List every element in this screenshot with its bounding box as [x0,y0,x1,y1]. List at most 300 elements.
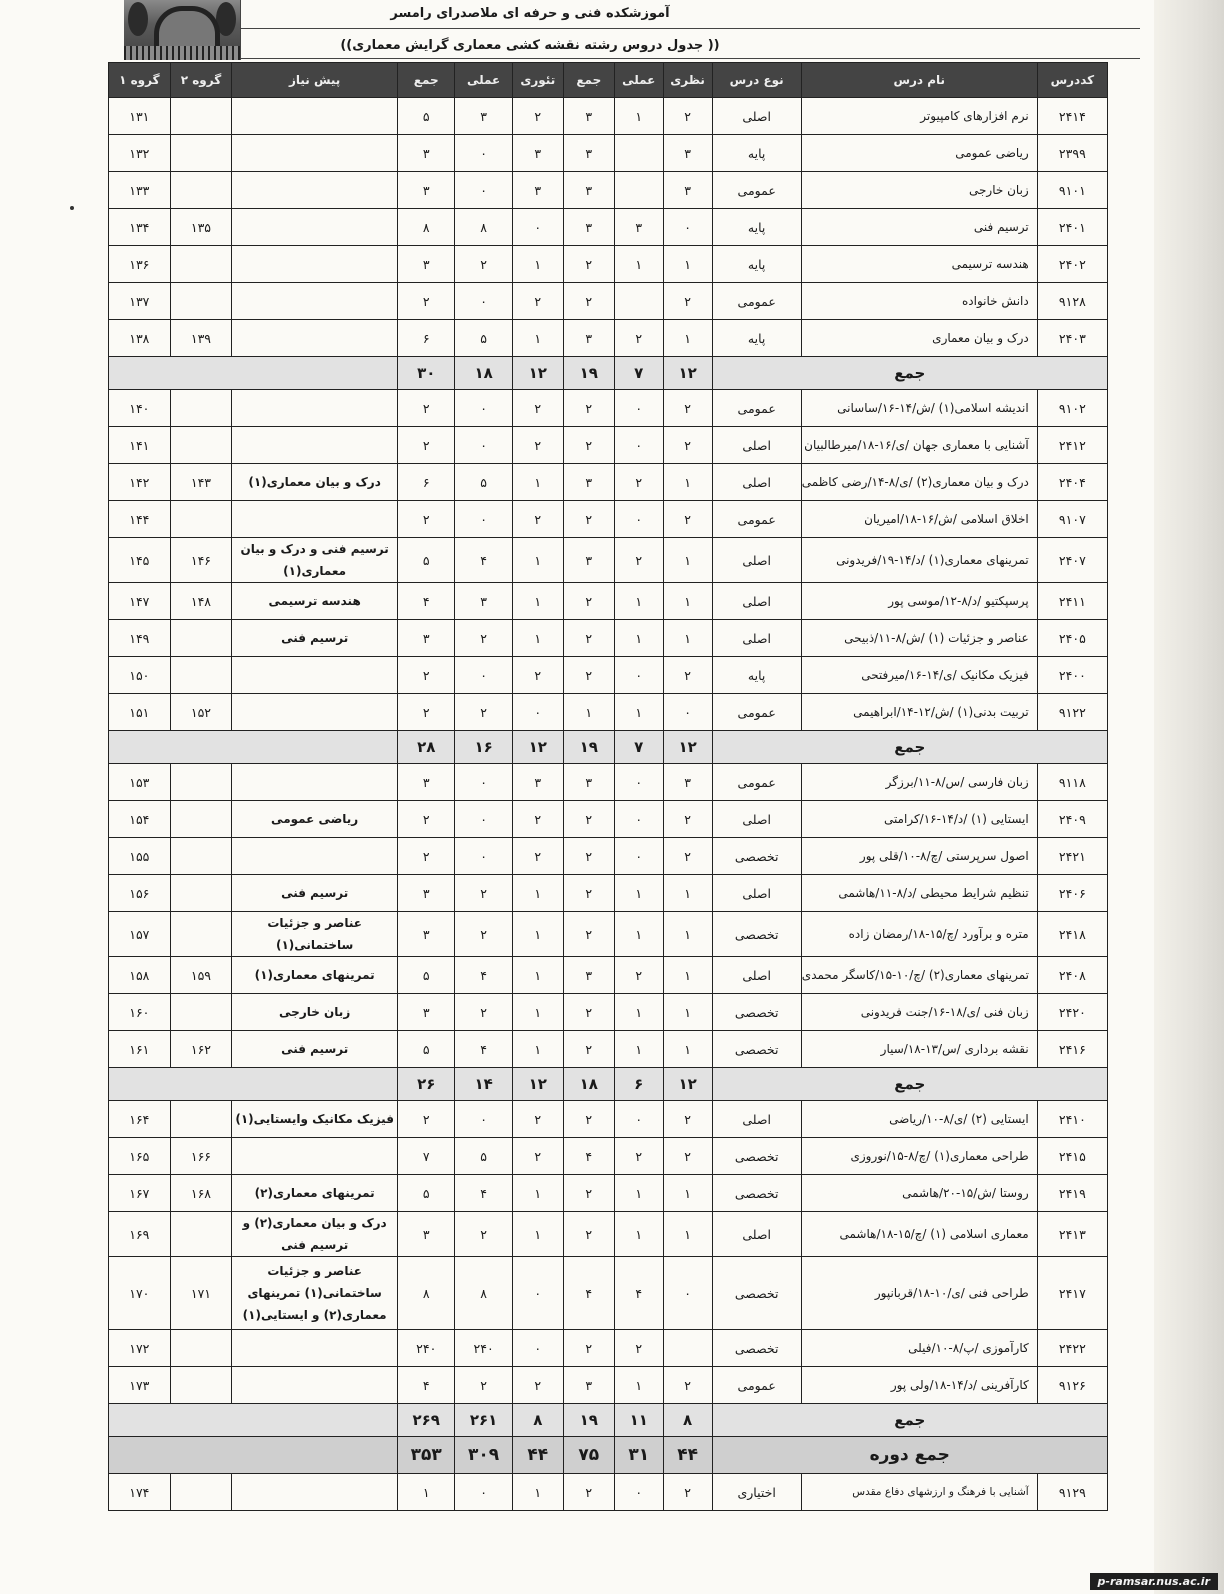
type-cell: اختیاری [712,1474,801,1511]
group1-cell: ۱۷۴ [109,1474,171,1511]
group2-cell [170,246,232,283]
theory-hours-cell: ۱ [512,1031,563,1068]
theory-hours-cell: ۳ [512,172,563,209]
group2-cell: ۱۴۳ [170,464,232,501]
theory-units-cell: ۱ [663,620,712,657]
course-row [109,1138,1108,1175]
group1-cell: ۱۳۶ [109,246,171,283]
group2-cell [170,501,232,538]
group2-cell: ۱۵۲ [170,694,232,731]
course-name-cell: عناصر و جزئیات (۱) /ش/۸-۱۱/ذبیحی [801,620,1037,657]
practical-units-cell: ۰ [614,764,663,801]
practical-hours-cell: ۴ [455,1031,512,1068]
total-cell: ۷ [398,1138,455,1175]
practical-hours-cell: ۲ [455,912,512,957]
header-rule [240,28,1140,29]
course-total-row [109,1437,1108,1474]
scan-speck [70,206,74,210]
course-code-cell: ۲۴۰۵ [1037,620,1107,657]
sum-practical-hours: ۲۶۱ [455,1404,512,1437]
course-name-cell: ریاضی عمومی [801,135,1037,172]
sum-units-cell: ۲ [563,1031,614,1068]
course-row [109,1367,1108,1404]
theory-hours-cell: ۳ [512,135,563,172]
practical-units-cell: ۱ [614,246,663,283]
prereq-cell: ریاضی عمومی [232,801,398,838]
course-code-cell: ۲۴۱۶ [1037,1031,1107,1068]
prereq-cell [232,764,398,801]
type-cell: تخصصی [712,912,801,957]
prereq-cell: تمرینهای معماری(۱) [232,957,398,994]
prereq-cell: عناصر و جزئیات ساختمانی(۱) [232,912,398,957]
practical-hours-cell: ۲ [455,620,512,657]
theory-hours-cell: ۲ [512,657,563,694]
course-code-cell: ۲۴۰۲ [1037,246,1107,283]
group1-cell: ۱۳۳ [109,172,171,209]
group1-cell: ۱۴۲ [109,464,171,501]
fence [124,46,240,60]
type-cell: عمومی [712,764,801,801]
theory-units-cell: ۱ [663,1212,712,1257]
sum-units-cell: ۲ [563,620,614,657]
semester-sum-row [109,1404,1108,1437]
prereq-cell: عناصر و جزئیات ساختمانی(۱) تمرینهای معماری(۲) و ایستایی(۱) [232,1257,398,1330]
practical-hours-cell: ۲ [455,694,512,731]
course-code-cell: ۹۱۲۸ [1037,283,1107,320]
theory-hours-cell: ۱ [512,994,563,1031]
group1-cell: ۱۶۹ [109,1212,171,1257]
course-row [109,1101,1108,1138]
group1-cell: ۱۶۵ [109,1138,171,1175]
group2-cell: ۱۴۸ [170,583,232,620]
practical-units-cell: ۰ [614,501,663,538]
sum-units-cell: ۲ [563,838,614,875]
theory-units-cell: ۲ [663,801,712,838]
course-row [109,1212,1108,1257]
grand-total: ۳۵۳ [398,1437,455,1474]
course-row [109,135,1108,172]
semester-sum-row [109,357,1108,390]
sum-units-cell: ۲ [563,912,614,957]
theory-units-cell: ۱ [663,875,712,912]
sum-units-cell: ۳ [563,1367,614,1404]
sum-practical-units: ۷ [614,357,663,390]
sum-blank [109,1068,398,1101]
sum-units-cell: ۴ [563,1138,614,1175]
sum-units-cell: ۳ [563,957,614,994]
practical-hours-cell: ۴ [455,1175,512,1212]
theory-units-cell: ۱ [663,1175,712,1212]
course-name-cell: معماری اسلامی (۱) /چ/۱۵-۱۸/هاشمی [801,1212,1037,1257]
prereq-cell [232,390,398,427]
group1-cell: ۱۵۳ [109,764,171,801]
type-cell: اصلی [712,98,801,135]
practical-hours-cell: ۰ [455,1101,512,1138]
group2-cell [170,657,232,694]
total-cell: ۳ [398,912,455,957]
total-cell: ۵ [398,1175,455,1212]
group1-cell: ۱۴۴ [109,501,171,538]
practical-units-cell [614,172,663,209]
sum-units: ۱۹ [563,731,614,764]
type-cell: اصلی [712,620,801,657]
course-code-cell: ۲۴۰۴ [1037,464,1107,501]
sum-total: ۲۸ [398,731,455,764]
group1-cell: ۱۶۴ [109,1101,171,1138]
col-practical-units: عملی [614,63,663,98]
course-row [109,464,1108,501]
group2-cell [170,283,232,320]
theory-hours-cell: ۱ [512,957,563,994]
group2-cell: ۱۶۸ [170,1175,232,1212]
practical-hours-cell: ۳ [455,98,512,135]
semester-sum-row [109,731,1108,764]
theory-hours-cell: ۱ [512,538,563,583]
course-name-cell: درک و بیان معماری [801,320,1037,357]
total-cell: ۲ [398,801,455,838]
theory-units-cell: ۲ [663,657,712,694]
practical-hours-cell: ۰ [455,764,512,801]
sum-total: ۳۰ [398,357,455,390]
type-cell: پایه [712,320,801,357]
total-cell: ۶ [398,464,455,501]
course-row [109,694,1108,731]
theory-units-cell: ۳ [663,135,712,172]
theory-hours-cell: ۱ [512,875,563,912]
course-name-cell: اصول سرپرستی /چ/۸-۱۰/قلی پور [801,838,1037,875]
group1-cell: ۱۴۷ [109,583,171,620]
total-blank [109,1437,398,1474]
theory-units-cell: ۱ [663,994,712,1031]
sum-units-cell: ۳ [563,98,614,135]
practical-units-cell: ۲ [614,957,663,994]
theory-hours-cell: ۲ [512,283,563,320]
course-name-cell: آشنایی با معماری جهان /ی/۱۶-۱۸/میرطالبیان [801,427,1037,464]
course-row [109,172,1108,209]
practical-hours-cell: ۰ [455,501,512,538]
theory-units-cell: ۲ [663,1474,712,1511]
practical-units-cell: ۰ [614,427,663,464]
prereq-cell [232,657,398,694]
practical-hours-cell: ۲۴۰ [455,1330,512,1367]
group2-cell: ۱۷۱ [170,1257,232,1330]
group1-cell: ۱۳۷ [109,283,171,320]
practical-units-cell [614,135,663,172]
sum-units-cell: ۳ [563,464,614,501]
group2-cell: ۱۳۵ [170,209,232,246]
sum-units-cell: ۲ [563,427,614,464]
group1-cell: ۱۶۷ [109,1175,171,1212]
practical-units-cell: ۲ [614,464,663,501]
sum-theory-hours: ۱۲ [512,357,563,390]
practical-units-cell: ۴ [614,1257,663,1330]
group2-cell [170,994,232,1031]
total-cell: ۸ [398,1257,455,1330]
site-url[interactable]: p-ramsar.nus.ac.ir [1090,1573,1218,1590]
sum-units: ۱۹ [563,357,614,390]
theory-hours-cell: ۲ [512,1138,563,1175]
col-theory-hours: تئوری [512,63,563,98]
sum-theory-hours: ۱۲ [512,1068,563,1101]
course-name-cell: کارآموزی /پ/۸-۱۰/فیلی [801,1330,1037,1367]
course-code-cell: ۹۱۰۷ [1037,501,1107,538]
sum-practical-hours: ۱۴ [455,1068,512,1101]
prereq-cell [232,98,398,135]
prereq-cell: ترسیم فنی و درک و بیان معماری(۱) [232,538,398,583]
theory-units-cell: ۱ [663,1031,712,1068]
theory-units-cell: ۱ [663,957,712,994]
group1-cell: ۱۵۰ [109,657,171,694]
prereq-cell: درک و بیان معماری(۲) و ترسیم فنی [232,1212,398,1257]
group2-cell: ۱۳۹ [170,320,232,357]
type-cell: پایه [712,657,801,694]
practical-units-cell: ۱ [614,994,663,1031]
practical-hours-cell: ۴ [455,957,512,994]
sum-practical-hours: ۱۸ [455,357,512,390]
sum-units-cell: ۳ [563,209,614,246]
group2-cell [170,427,232,464]
practical-hours-cell: ۰ [455,390,512,427]
group1-cell: ۱۳۸ [109,320,171,357]
group2-cell [170,172,232,209]
practical-hours-cell: ۲ [455,246,512,283]
group1-cell: ۱۳۲ [109,135,171,172]
total-cell: ۵ [398,1031,455,1068]
course-code-cell: ۲۴۰۰ [1037,657,1107,694]
practical-hours-cell: ۰ [455,135,512,172]
sum-units-cell: ۲ [563,501,614,538]
group2-cell [170,1212,232,1257]
prereq-cell: ترسیم فنی [232,875,398,912]
theory-hours-cell: ۲ [512,801,563,838]
sum-units-cell: ۳ [563,538,614,583]
total-cell: ۶ [398,320,455,357]
sum-units-cell: ۴ [563,1257,614,1330]
practical-units-cell: ۲ [614,538,663,583]
course-row [109,1175,1108,1212]
practical-units-cell: ۱ [614,1367,663,1404]
prereq-cell [232,694,398,731]
group2-cell [170,1101,232,1138]
sum-blank [109,1404,398,1437]
total-cell: ۵ [398,98,455,135]
course-name-cell: تمرینهای معماری(۱) /د/۱۴-۱۹/فریدونی [801,538,1037,583]
sum-units-cell: ۲ [563,1330,614,1367]
course-row [109,801,1108,838]
sum-label: جمع [712,1404,1107,1437]
group1-cell: ۱۵۷ [109,912,171,957]
course-row [109,427,1108,464]
total-cell: ۳ [398,875,455,912]
course-name-cell: اخلاق اسلامی /ش/۱۶-۱۸/امیریان [801,501,1037,538]
theory-hours-cell: ۰ [512,209,563,246]
course-name-cell: ایستایی (۲) /ی/۸-۱۰/ریاضی [801,1101,1037,1138]
theory-units-cell: ۲ [663,838,712,875]
sum-units-cell: ۲ [563,390,614,427]
practical-units-cell: ۰ [614,801,663,838]
course-code-cell: ۲۴۱۴ [1037,98,1107,135]
group1-cell: ۱۶۰ [109,994,171,1031]
sum-units-cell: ۲ [563,801,614,838]
course-code-cell: ۲۴۱۳ [1037,1212,1107,1257]
type-cell: تخصصی [712,1257,801,1330]
prereq-cell [232,283,398,320]
theory-units-cell: ۳ [663,764,712,801]
prereq-cell [232,501,398,538]
sum-total: ۲۶۹ [398,1404,455,1437]
sum-theory-units: ۸ [663,1404,712,1437]
sum-units-cell: ۲ [563,657,614,694]
group2-cell [170,135,232,172]
theory-hours-cell: ۲ [512,838,563,875]
theory-units-cell: ۱ [663,538,712,583]
prereq-cell [232,1138,398,1175]
sum-blank [109,731,398,764]
total-cell: ۳ [398,1212,455,1257]
table-title: ((جدول دروس رشته نقشه کشی معماری گرایش معماری )) [340,38,720,53]
theory-hours-cell: ۲ [512,501,563,538]
theory-units-cell: ۲ [663,501,712,538]
practical-hours-cell: ۲ [455,1212,512,1257]
theory-units-cell: ۰ [663,209,712,246]
col-theory-units: نظری [663,63,712,98]
course-row [109,283,1108,320]
type-cell: تخصصی [712,1330,801,1367]
course-row [109,246,1108,283]
theory-hours-cell: ۰ [512,694,563,731]
type-cell: پایه [712,246,801,283]
theory-units-cell: ۲ [663,98,712,135]
practical-hours-cell: ۰ [455,838,512,875]
theory-hours-cell: ۱ [512,1212,563,1257]
col-name: نام درس [801,63,1037,98]
course-name-cell: تربیت بدنی(۱) /ش/۱۲-۱۴/ابراهیمی [801,694,1037,731]
prereq-cell [232,135,398,172]
course-code-cell: ۲۴۰۸ [1037,957,1107,994]
prereq-cell [232,320,398,357]
course-name-cell: پرسپکتیو /د/۸-۱۲/موسی پور [801,583,1037,620]
type-cell: اصلی [712,957,801,994]
course-row [109,875,1108,912]
course-code-cell: ۹۱۲۹ [1037,1474,1107,1511]
prereq-cell [232,1330,398,1367]
course-row [109,657,1108,694]
group2-cell [170,620,232,657]
group1-cell: ۱۷۳ [109,1367,171,1404]
course-name-cell: نقشه برداری /س/۱۳-۱۸/سیار [801,1031,1037,1068]
total-cell: ۲ [398,501,455,538]
total-cell: ۸ [398,209,455,246]
practical-units-cell: ۱ [614,1031,663,1068]
total-cell: ۳ [398,172,455,209]
course-name-cell: آشنایی با فرهنگ و ارزشهای دفاع مقدس [801,1474,1037,1511]
course-code-cell: ۹۱۲۲ [1037,694,1107,731]
practical-units-cell [614,283,663,320]
group1-cell: ۱۴۹ [109,620,171,657]
type-cell: پایه [712,135,801,172]
course-code-cell: ۹۱۲۶ [1037,1367,1107,1404]
prereq-cell [232,246,398,283]
group1-cell: ۱۳۱ [109,98,171,135]
course-code-cell: ۲۴۱۹ [1037,1175,1107,1212]
total-cell: ۳ [398,620,455,657]
practical-units-cell: ۱ [614,98,663,135]
course-name-cell: دانش خانواده [801,283,1037,320]
theory-hours-cell: ۱ [512,620,563,657]
course-row [109,538,1108,583]
prereq-cell: تمرینهای معماری(۲) [232,1175,398,1212]
course-row [109,994,1108,1031]
course-name-cell: درک و بیان معماری(۲) /ی/۸-۱۴/رضی کاظمی [801,464,1037,501]
group2-cell [170,1330,232,1367]
course-code-cell: ۲۴۱۲ [1037,427,1107,464]
type-cell: تخصصی [712,1175,801,1212]
group2-cell [170,801,232,838]
prereq-cell [232,1367,398,1404]
practical-units-cell: ۰ [614,1101,663,1138]
sum-units-cell: ۳ [563,172,614,209]
sum-blank [109,357,398,390]
course-row [109,1031,1108,1068]
group2-cell [170,912,232,957]
theory-hours-cell: ۱ [512,1175,563,1212]
total-cell: ۲۴۰ [398,1330,455,1367]
course-row [109,620,1108,657]
sum-practical-units: ۱۱ [614,1404,663,1437]
practical-hours-cell: ۰ [455,657,512,694]
col-group2: گروه ۲ [170,63,232,98]
group1-cell: ۱۴۱ [109,427,171,464]
course-name-cell: روستا /ش/۱۵-۲۰/هاشمی [801,1175,1037,1212]
course-code-cell: ۲۴۲۲ [1037,1330,1107,1367]
practical-hours-cell: ۲ [455,875,512,912]
type-cell: اصلی [712,1101,801,1138]
theory-hours-cell: ۱ [512,912,563,957]
prereq-cell: هندسه ترسیمی [232,583,398,620]
course-name-cell: ایستایی (۱) /د/۱۴-۱۶/کرامتی [801,801,1037,838]
course-row [109,501,1108,538]
theory-hours-cell: ۲ [512,390,563,427]
col-prereq: پیش نیاز [232,63,398,98]
semester-sum-row [109,1068,1108,1101]
total-cell: ۲ [398,390,455,427]
sum-units-cell: ۳ [563,135,614,172]
type-cell: تخصصی [712,1031,801,1068]
total-cell: ۲ [398,283,455,320]
group1-cell: ۱۵۱ [109,694,171,731]
type-cell: تخصصی [712,838,801,875]
prereq-cell: زبان خارجی [232,994,398,1031]
type-cell: تخصصی [712,1138,801,1175]
theory-units-cell: ۲ [663,1367,712,1404]
prereq-cell [232,838,398,875]
practical-hours-cell: ۰ [455,172,512,209]
course-code-cell: ۲۴۱۰ [1037,1101,1107,1138]
course-name-cell: طراحی معماری(۱) /چ/۸-۱۵/نوروزی [801,1138,1037,1175]
course-name-cell: زبان خارجی [801,172,1037,209]
course-name-cell: ترسیم فنی [801,209,1037,246]
type-cell: اصلی [712,427,801,464]
col-type: نوع درس [712,63,801,98]
practical-hours-cell: ۲ [455,994,512,1031]
total-cell: ۲ [398,427,455,464]
course-row [109,1257,1108,1330]
type-cell: اصلی [712,583,801,620]
sum-units-cell: ۳ [563,320,614,357]
prereq-cell: فیزیک مکانیک وایستایی(۱) [232,1101,398,1138]
sum-label: جمع [712,731,1107,764]
type-cell: اصلی [712,1212,801,1257]
